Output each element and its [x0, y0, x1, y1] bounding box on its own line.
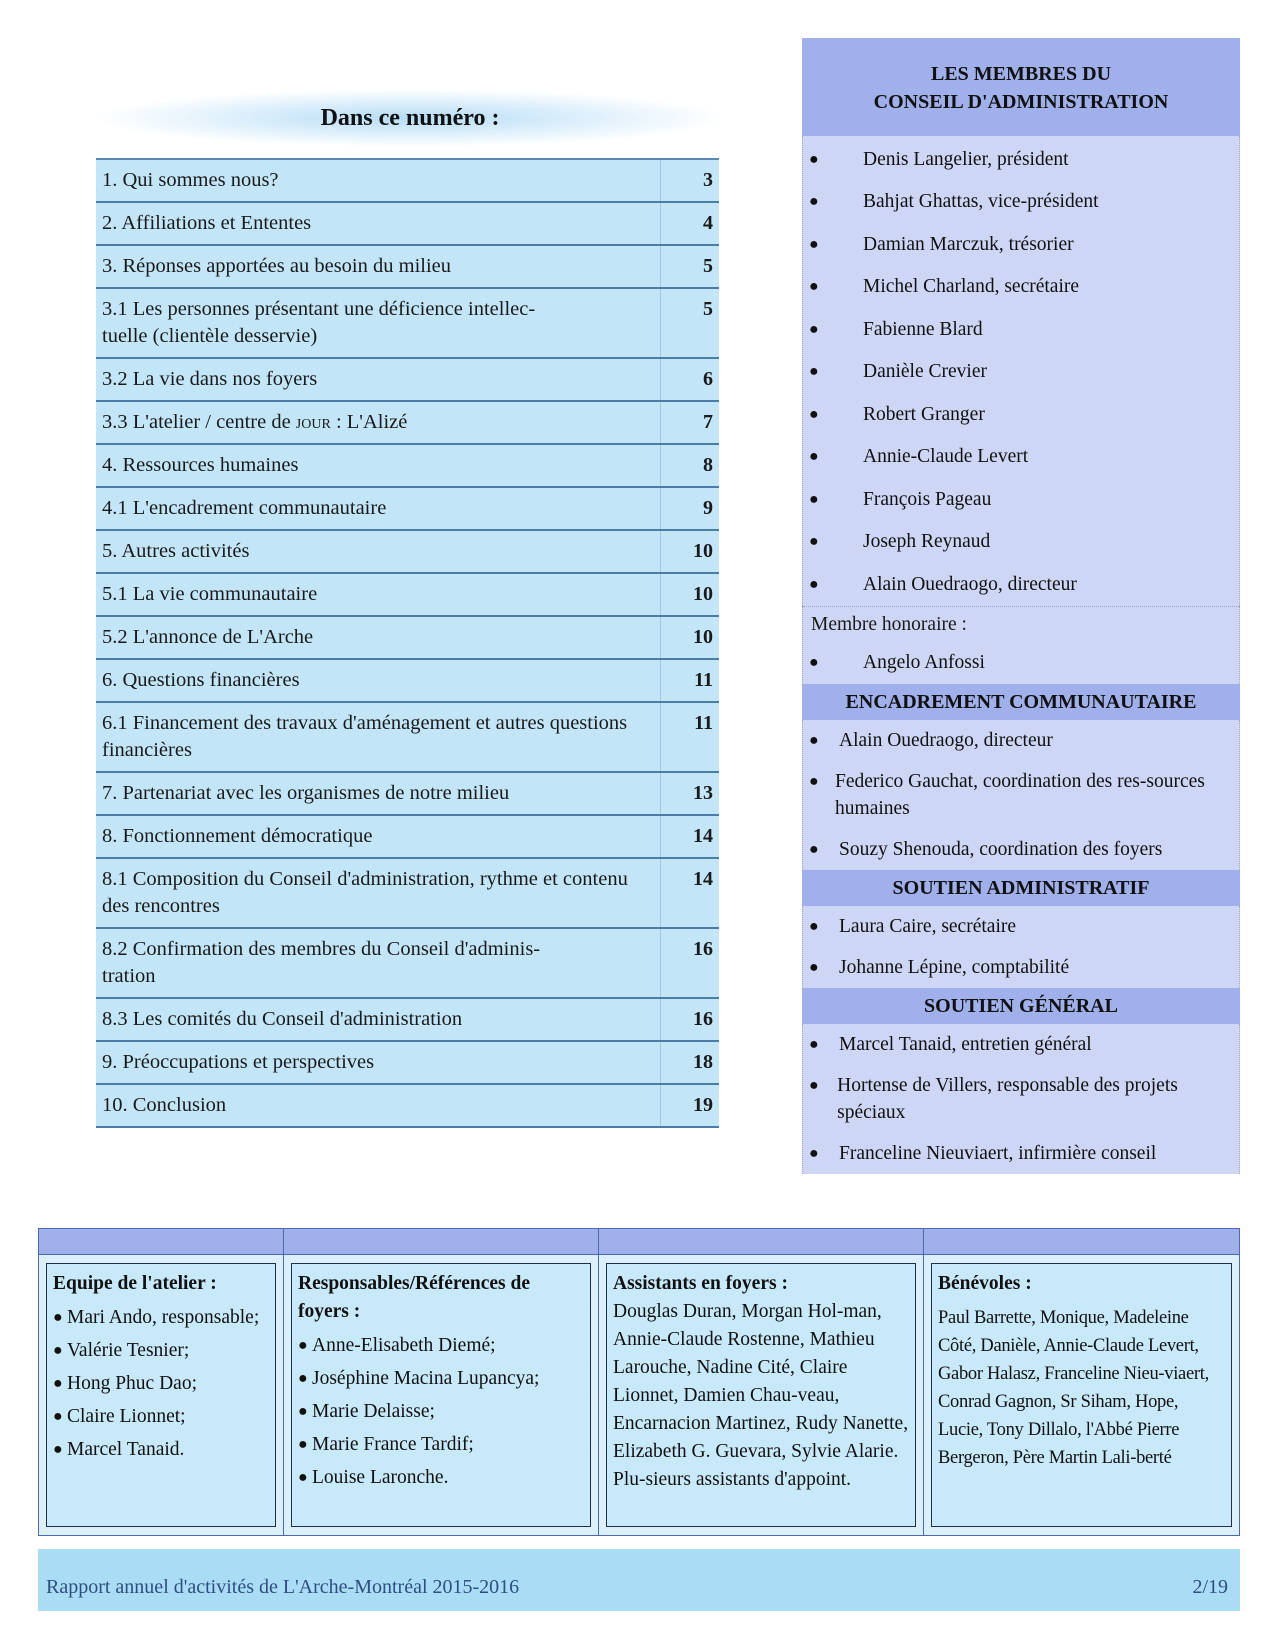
member-name: Alain Ouedraogo, directeur [863, 573, 1077, 595]
toc-item-page: 9 [703, 497, 713, 519]
toc-row[interactable] [96, 773, 719, 816]
bullet-icon: ● [53, 1441, 63, 1458]
soutien-admin-header: SOUTIEN ADMINISTRATIF [802, 870, 1240, 906]
toc-row[interactable] [96, 402, 719, 445]
bullet-icon: ● [53, 1309, 63, 1326]
bullet-icon: ● [53, 1342, 63, 1359]
encadrement-list [802, 720, 1240, 870]
list-item [803, 351, 1239, 394]
team-member: Anne-Elisabeth Diemé; [312, 1335, 496, 1356]
team-box [291, 1263, 591, 1527]
toc-item-label: 5.2 L'annonce de L'Arche [96, 617, 661, 658]
toc-item-page: 8 [703, 454, 713, 476]
list-item [298, 1365, 584, 1392]
member-name: Laura Caire, secrétaire [839, 915, 1017, 937]
list-item [803, 138, 1239, 181]
toc-item-page: 11 [694, 669, 713, 691]
teams-table-header [39, 1229, 1239, 1255]
toc-item-label: 10. Conclusion [96, 1085, 661, 1126]
board-members-list [802, 136, 1240, 606]
toc-item-label: 6.1 Financement des travaux d'aménagement et autres questions financières [96, 703, 661, 771]
list-item [803, 521, 1239, 564]
toc-item-page: 14 [693, 825, 713, 847]
toc-row[interactable] [96, 816, 719, 859]
list-item [53, 1370, 269, 1397]
toc-item-label: 4.1 L'encadrement communautaire [96, 488, 661, 529]
list-item [803, 947, 1239, 988]
team-column-benevoles [924, 1255, 1239, 1535]
team-text: Douglas Duran, Morgan Hol-man, Annie-Claude Rostenne, Mathieu Larouche, Nadine Cité, Claire Lionnet, Damien Chau-veau, Encarnacion Martinez, Rudy Nanette, Elizabeth G. Guevara, Sylvie Alarie. Plu-sieurs assistants d'appoint. [613, 1301, 909, 1490]
toc-item-page: 4 [703, 212, 713, 234]
member-name: Federico Gauchat, coordination des res-sources humaines [835, 770, 1205, 819]
team-member: Louise Laronche. [312, 1467, 449, 1488]
bullet-icon: ● [809, 235, 819, 253]
member-name: Fabienne Blard [863, 318, 983, 340]
toc-item-page: 16 [693, 1008, 713, 1030]
toc-item-page: 18 [693, 1051, 713, 1073]
teams-table [38, 1228, 1240, 1536]
team-member: Joséphine Macina Lupancya; [312, 1368, 540, 1389]
toc-item-page: 7 [703, 411, 713, 433]
toc-item-label-part: 3.3 L'atelier / centre de [102, 411, 296, 433]
board-title-line: LES MEMBRES DU [930, 63, 1112, 85]
list-item [803, 1024, 1239, 1065]
toc-item-label-line: tuelle (clientèle desservie) [102, 325, 318, 347]
toc-row[interactable] [96, 929, 719, 999]
staff-panel [802, 38, 1240, 1174]
member-name: Marcel Tanaid, entretien général [839, 1033, 1092, 1055]
member-name: Alain Ouedraogo, directeur [839, 729, 1053, 751]
bullet-icon: ● [809, 150, 819, 168]
team-list [53, 1304, 269, 1463]
table-of-contents [96, 158, 719, 1128]
list-item [803, 720, 1239, 761]
team-box [46, 1263, 276, 1527]
toc-item-label: 5. Autres activités [96, 531, 661, 572]
toc-item-label: 2. Affiliations et Ententes [96, 203, 661, 244]
bullet-icon: ● [809, 772, 819, 790]
toc-row[interactable] [96, 703, 719, 773]
toc-item-page: 5 [703, 298, 713, 320]
bullet-icon: ● [809, 278, 819, 296]
toc-item-label: 6. Questions financières [96, 660, 661, 701]
toc-item-label [96, 929, 661, 997]
toc-item-label: 5.1 La vie communautaire [96, 574, 661, 615]
toc-item-label: 8.3 Les comités du Conseil d'administration [96, 999, 661, 1040]
member-name: Souzy Shenouda, coordination des foyers [839, 838, 1163, 860]
bullet-icon: ● [809, 1144, 819, 1162]
toc-item-label: 8.1 Composition du Conseil d'administration, rythme et contenu des rencontres [96, 859, 661, 927]
member-name: Denis Langelier, président [863, 148, 1069, 170]
member-name: Danièle Crevier [863, 361, 987, 383]
list-item [298, 1332, 584, 1359]
toc-row[interactable] [96, 859, 719, 929]
bullet-icon: ● [809, 320, 819, 338]
footer-report-title: Rapport annuel d'activités de L'Arche-Montréal 2015-2016 [46, 1576, 520, 1598]
page-number: 2/19 [1192, 1576, 1228, 1598]
bullet-icon: ● [809, 405, 819, 423]
toc-item-label [96, 402, 661, 443]
toc-item-label-smallcaps: jour [295, 411, 331, 433]
toc-title-banner [100, 90, 720, 146]
member-name: Joseph Reynaud [863, 531, 991, 553]
bullet-icon: ● [809, 1035, 819, 1053]
toc-item-page: 6 [703, 368, 713, 390]
toc-row[interactable] [96, 999, 719, 1042]
toc-item-label-line: 3.1 Les personnes présentant une déficience intellec- [102, 298, 536, 320]
toc-item-label-line: tration [102, 965, 156, 987]
team-title: Responsables/Références de foyers : [298, 1273, 530, 1322]
bullet-icon: ● [809, 731, 819, 749]
bullet-icon: ● [809, 1076, 819, 1094]
bullet-icon: ● [53, 1408, 63, 1425]
member-name: Annie-Claude Levert [863, 446, 1029, 468]
toc-row[interactable] [96, 574, 719, 617]
member-name: Angelo Anfossi [863, 652, 985, 673]
page-footer [38, 1549, 1240, 1611]
toc-item-label [96, 289, 661, 357]
toc-row[interactable] [96, 660, 719, 703]
bullet-icon: ● [298, 1436, 308, 1453]
header-cell [924, 1229, 1239, 1254]
bullet-icon: ● [809, 533, 819, 551]
toc-item-label: 3. Réponses apportées au besoin du milieu [96, 246, 661, 287]
bullet-icon: ● [809, 917, 819, 935]
team-text: Paul Barrette, Monique, Madeleine Côté, Danièle, Annie-Claude Levert, Gabor Halasz, Franceline Nieu-viaert, Conrad Gagnon, Sr Siham, Hope, Lucie, Tony Dillalo, l'Abbé Pierre Bergeron, Père Martin Lali-berté [938, 1308, 1209, 1468]
header-cell [39, 1229, 284, 1254]
list-item [53, 1436, 269, 1463]
team-member: Marie France Tardif; [312, 1434, 474, 1455]
list-item [803, 436, 1239, 479]
list-item [53, 1403, 269, 1430]
toc-row[interactable] [96, 160, 719, 203]
toc-item-label: 7. Partenariat avec les organismes de notre milieu [96, 773, 661, 814]
honorary-label: Membre honoraire : [803, 606, 1239, 642]
board-title-line: CONSEIL D'ADMINISTRATION [873, 91, 1169, 113]
bullet-icon: ● [298, 1469, 308, 1486]
toc-item-label: 9. Préoccupations et perspectives [96, 1042, 661, 1083]
list-item [298, 1398, 584, 1425]
list-item [803, 393, 1239, 436]
toc-item-page: 10 [693, 583, 713, 605]
list-item [803, 223, 1239, 266]
bullet-icon: ● [809, 840, 819, 858]
honorary-section [802, 606, 1240, 684]
list-item [53, 1304, 269, 1331]
header-cell [599, 1229, 924, 1254]
encadrement-header: ENCADREMENT COMMUNAUTAIRE [802, 684, 1240, 720]
list-item [298, 1431, 584, 1458]
list-item [298, 1464, 584, 1491]
soutien-general-header: SOUTIEN GÉNÉRAL [802, 988, 1240, 1024]
toc-item-page: 10 [693, 626, 713, 648]
toc-item-page: 13 [693, 782, 713, 804]
bullet-icon: ● [298, 1370, 308, 1387]
bullet-icon: ● [809, 958, 819, 976]
list-item [803, 563, 1239, 606]
list-item [803, 906, 1239, 947]
toc-item-page: 19 [693, 1094, 713, 1116]
list-item [803, 1133, 1239, 1174]
list-item [803, 308, 1239, 351]
team-title: Equipe de l'atelier : [53, 1273, 217, 1294]
toc-item-label: 1. Qui sommes nous? [96, 160, 661, 201]
bullet-icon: ● [809, 654, 819, 671]
toc-row[interactable] [96, 617, 719, 660]
member-name: Bahjat Ghattas, vice-président [863, 191, 1099, 213]
toc-row[interactable] [96, 246, 719, 289]
bullet-icon: ● [809, 575, 819, 593]
bullet-icon: ● [809, 448, 819, 466]
header-cell [284, 1229, 599, 1254]
list-item [803, 266, 1239, 309]
toc-row[interactable] [96, 289, 719, 359]
toc-item-page: 5 [703, 255, 713, 277]
list-item [53, 1337, 269, 1364]
toc-row[interactable] [96, 1042, 719, 1085]
toc-row[interactable] [96, 1085, 719, 1128]
member-name: Johanne Lépine, comptabilité [839, 956, 1070, 978]
team-box [606, 1263, 916, 1527]
bullet-icon: ● [298, 1337, 308, 1354]
bullet-icon: ● [809, 193, 819, 211]
toc-row[interactable] [96, 359, 719, 402]
toc-item-label-line: 8.2 Confirmation des membres du Conseil d'adminis- [102, 938, 541, 960]
toc-item-page: 14 [693, 868, 713, 890]
toc-row[interactable] [96, 203, 719, 246]
team-list [298, 1332, 584, 1491]
toc-item-label: 4. Ressources humaines [96, 445, 661, 486]
soutien-general-list [802, 1024, 1240, 1174]
toc-title: Dans ce numéro : [320, 104, 500, 131]
soutien-admin-list [802, 906, 1240, 988]
team-member: Marie Delaisse; [312, 1401, 435, 1422]
team-member: Claire Lionnet; [67, 1406, 186, 1427]
team-column-atelier [39, 1255, 284, 1535]
list-item [803, 642, 1239, 684]
team-title: Assistants en foyers : [613, 1273, 788, 1294]
team-title: Bénévoles : [938, 1273, 1032, 1294]
bullet-icon: ● [809, 363, 819, 381]
team-column-responsables [284, 1255, 599, 1535]
team-member: Hong Phuc Dao; [67, 1373, 197, 1394]
teams-table-body [39, 1255, 1239, 1535]
list-item [803, 761, 1239, 829]
toc-row[interactable] [96, 488, 719, 531]
toc-item-page: 16 [693, 938, 713, 960]
team-column-assistants [599, 1255, 924, 1535]
team-member: Marcel Tanaid. [67, 1439, 185, 1460]
member-name: François Pageau [863, 488, 992, 510]
team-member: Valérie Tesnier; [67, 1340, 190, 1361]
bullet-icon: ● [809, 490, 819, 508]
list-item [803, 829, 1239, 870]
member-name: Damian Marczuk, trésorier [863, 233, 1074, 255]
list-item [803, 181, 1239, 224]
team-box [931, 1263, 1232, 1527]
toc-item-page: 10 [693, 540, 713, 562]
toc-row[interactable] [96, 531, 719, 574]
list-item [803, 1065, 1239, 1133]
member-name: Robert Granger [863, 403, 985, 425]
team-member: Mari Ando, responsable; [67, 1307, 260, 1328]
bullet-icon: ● [298, 1403, 308, 1420]
toc-item-page: 3 [703, 169, 713, 191]
list-item [803, 478, 1239, 521]
member-name: Franceline Nieuviaert, infirmière conseil [839, 1142, 1157, 1164]
toc-row[interactable] [96, 445, 719, 488]
member-name: Michel Charland, secrétaire [863, 276, 1080, 298]
board-header [802, 38, 1240, 136]
member-name: Hortense de Villers, responsable des projets spéciaux [837, 1074, 1178, 1123]
toc-item-label: 8. Fonctionnement démocratique [96, 816, 661, 857]
bullet-icon: ● [53, 1375, 63, 1392]
toc-item-label-part: : L'Alizé [330, 411, 408, 433]
toc-item-label: 3.2 La vie dans nos foyers [96, 359, 661, 400]
toc-item-page: 11 [694, 712, 713, 734]
